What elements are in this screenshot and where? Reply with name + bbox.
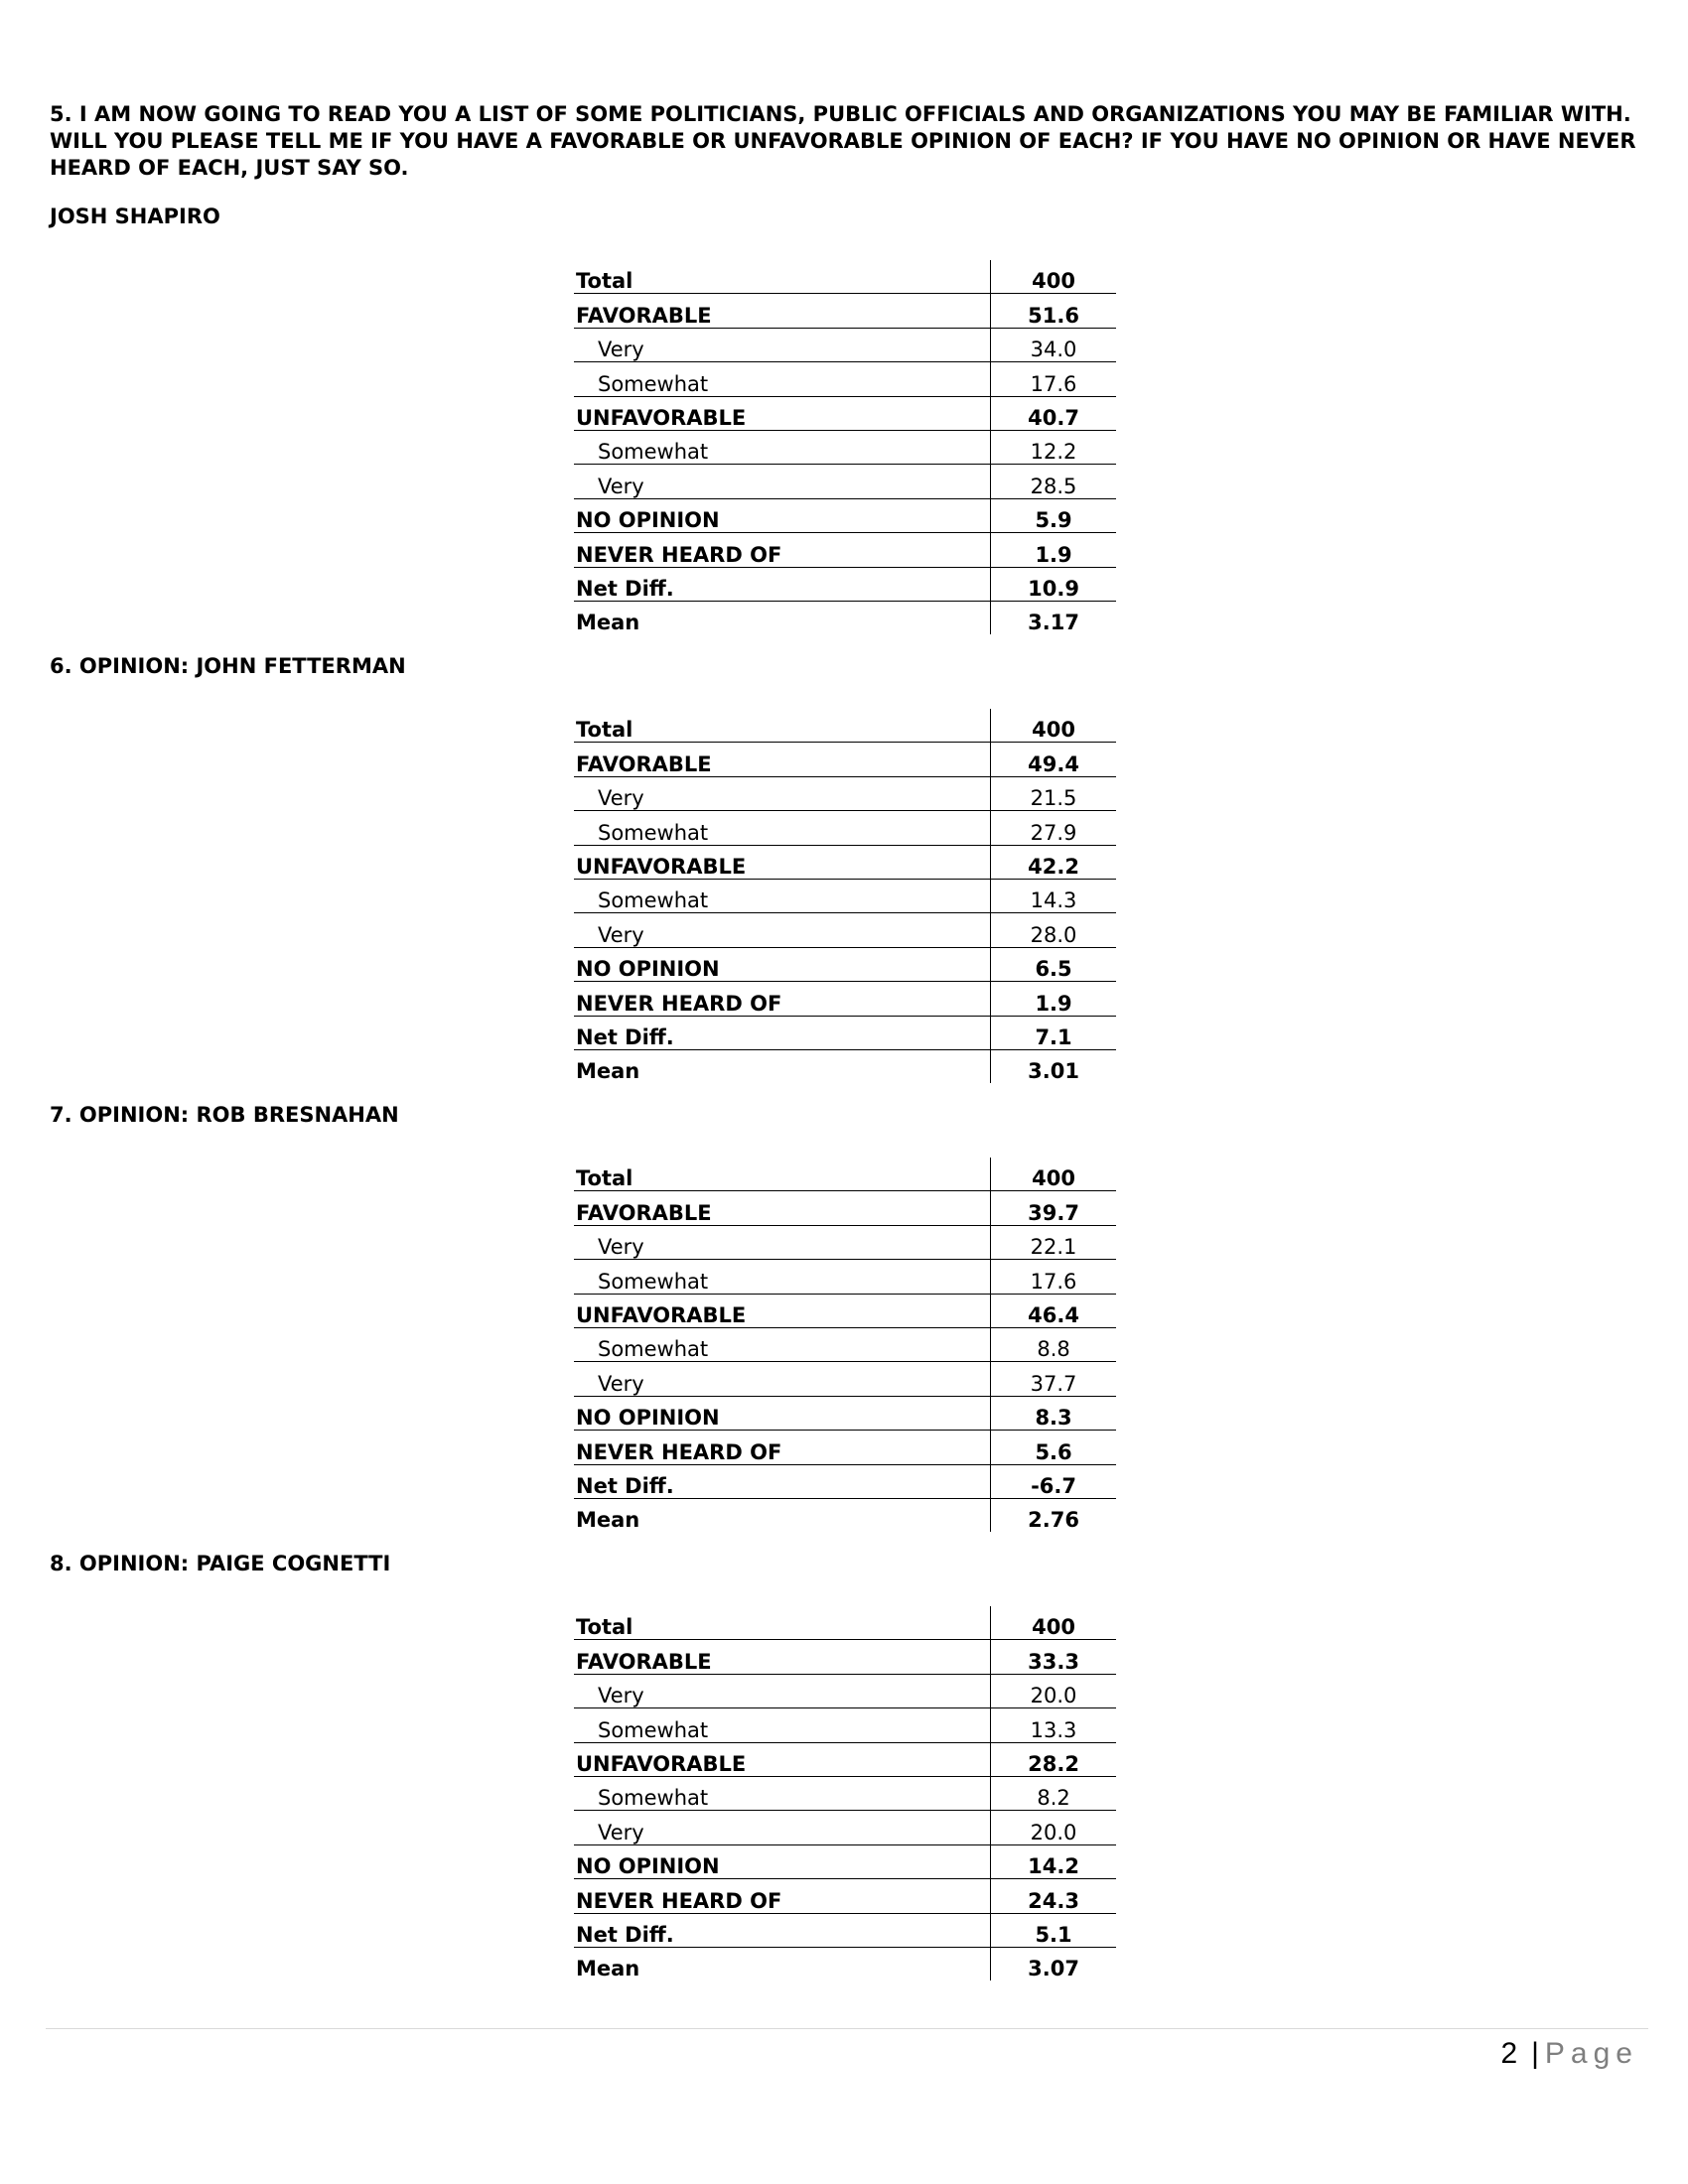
row-value: 3.01 (991, 1049, 1116, 1083)
page-footer (1500, 2037, 1638, 2071)
row-label: Very (574, 465, 991, 498)
section-title: 7. OPINION: ROB BRESNAHAN (50, 1103, 399, 1127)
row-value: 20.0 (991, 1674, 1116, 1707)
row-value: 5.1 (991, 1913, 1116, 1947)
row-value: 33.3 (991, 1640, 1116, 1674)
table-row (574, 1674, 1116, 1707)
table-row (574, 1327, 1116, 1361)
results-table (574, 1158, 1116, 1532)
table-row (574, 1498, 1116, 1532)
table-row (574, 947, 1116, 981)
row-value: 10.9 (991, 567, 1116, 601)
row-value: 3.17 (991, 601, 1116, 634)
table-row (574, 1879, 1116, 1913)
row-value: 22.1 (991, 1225, 1116, 1259)
row-value: 49.4 (991, 743, 1116, 776)
results-table (574, 1606, 1116, 1980)
row-label: Somewhat (574, 362, 991, 396)
row-label: Mean (576, 1508, 640, 1533)
row-label: Very (574, 1362, 991, 1396)
row-value: 27.9 (991, 811, 1116, 845)
row-label: Mean (576, 1957, 640, 1981)
row-value: 42.2 (991, 845, 1116, 879)
table-row (574, 1464, 1116, 1498)
row-label: UNFAVORABLE (574, 396, 991, 430)
footer-divider (46, 2028, 1648, 2029)
row-value: 400 (991, 1158, 1116, 1191)
row-value: 5.9 (991, 498, 1116, 532)
table-row (574, 601, 1116, 634)
row-label: Total (574, 1606, 991, 1640)
row-label: Somewhat (574, 879, 991, 912)
table-row (574, 1191, 1116, 1225)
table-row (574, 1049, 1116, 1083)
row-value: 6.5 (991, 947, 1116, 981)
section-title: 6. OPINION: JOHN FETTERMAN (50, 654, 406, 678)
row-value: 28.2 (991, 1742, 1116, 1776)
table-row (574, 1844, 1116, 1878)
row-label: Net Diff. (574, 1464, 991, 1498)
table-row (574, 1158, 1116, 1191)
row-value: 34.0 (991, 328, 1116, 361)
row-label: Mean (576, 1059, 640, 1084)
table-row (574, 743, 1116, 776)
row-value: 21.5 (991, 776, 1116, 810)
row-label: Somewhat (574, 811, 991, 845)
row-label: Somewhat (574, 430, 991, 464)
row-value: 1.9 (991, 982, 1116, 1016)
question-intro: 5. I AM NOW GOING TO READ YOU A LIST OF SOME POLITICIANS, PUBLIC OFFICIALS AND ORGANIZATIONS YOU MAY BE FAMILIAR WITH. WILL YOU PLEASE TELL ME IF YOU HAVE A FAVORABLE OR UNFAVORABLE OPINION OF EACH? IF YOU HAVE NO OPINION OR HAVE NEVER HEARD OF EACH, JUST SAY SO. (50, 102, 1636, 180)
row-label: NO OPINION (574, 1844, 991, 1878)
row-value: 8.3 (991, 1396, 1116, 1430)
table-row (574, 879, 1116, 912)
table-row (574, 1016, 1116, 1049)
row-label: Somewhat (574, 1776, 991, 1810)
table-row (574, 1260, 1116, 1294)
results-table (574, 260, 1116, 634)
table-row (574, 845, 1116, 879)
table-row (574, 260, 1116, 294)
row-label: FAVORABLE (574, 743, 991, 776)
row-label: Total (574, 260, 991, 294)
row-label: Very (574, 1674, 991, 1707)
table-row (574, 1811, 1116, 1844)
table-row (574, 1947, 1116, 1980)
row-value: 8.8 (991, 1327, 1116, 1361)
table-row (574, 498, 1116, 532)
row-label: Somewhat (574, 1327, 991, 1361)
table-row (574, 294, 1116, 328)
row-label: NO OPINION (574, 947, 991, 981)
table-row (574, 982, 1116, 1016)
row-label: Net Diff. (574, 1913, 991, 1947)
table-row (574, 430, 1116, 464)
row-value: 17.6 (991, 362, 1116, 396)
row-value: 7.1 (991, 1016, 1116, 1049)
row-value: 28.0 (991, 913, 1116, 947)
row-label: Somewhat (574, 1708, 991, 1742)
row-value: 1.9 (991, 533, 1116, 567)
table-row (574, 328, 1116, 361)
table-row (574, 1294, 1116, 1327)
table-row (574, 1396, 1116, 1430)
row-label: NO OPINION (574, 498, 991, 532)
page-number: 2 (1500, 2037, 1518, 2070)
table-row (574, 1742, 1116, 1776)
row-value: 8.2 (991, 1776, 1116, 1810)
row-label: NEVER HEARD OF (574, 533, 991, 567)
table-row (574, 465, 1116, 498)
table-row (574, 1640, 1116, 1674)
table-row (574, 1708, 1116, 1742)
table-row (574, 362, 1116, 396)
table-row (574, 1776, 1116, 1810)
row-value: 13.3 (991, 1708, 1116, 1742)
page-label: Page (1544, 2037, 1638, 2070)
row-label: FAVORABLE (574, 1191, 991, 1225)
row-label: Very (574, 1811, 991, 1844)
row-value: 12.2 (991, 430, 1116, 464)
row-value: 39.7 (991, 1191, 1116, 1225)
row-value: 3.07 (991, 1947, 1116, 1980)
table-row (574, 709, 1116, 743)
row-label: Very (574, 328, 991, 361)
table-row (574, 1362, 1116, 1396)
row-label: UNFAVORABLE (574, 845, 991, 879)
row-value: 46.4 (991, 1294, 1116, 1327)
results-table (574, 709, 1116, 1083)
footer-separator: | (1531, 2037, 1539, 2070)
row-value: 2.76 (991, 1498, 1116, 1532)
row-value: 17.6 (991, 1260, 1116, 1294)
row-value: 40.7 (991, 396, 1116, 430)
row-label: UNFAVORABLE (574, 1294, 991, 1327)
table-row (574, 913, 1116, 947)
row-label: NEVER HEARD OF (574, 1879, 991, 1913)
table-row (574, 533, 1116, 567)
section-title: 8. OPINION: PAIGE COGNETTI (50, 1552, 391, 1575)
row-label: UNFAVORABLE (574, 1742, 991, 1776)
row-label: Very (574, 776, 991, 810)
row-value: -6.7 (991, 1464, 1116, 1498)
row-value: 28.5 (991, 465, 1116, 498)
row-label: Very (574, 1225, 991, 1259)
row-label: Mean (576, 611, 640, 635)
row-value: 400 (991, 709, 1116, 743)
row-label: NO OPINION (574, 1396, 991, 1430)
row-label: Total (574, 1158, 991, 1191)
row-label: Net Diff. (574, 1016, 991, 1049)
row-value: 5.6 (991, 1431, 1116, 1464)
row-value: 14.2 (991, 1844, 1116, 1878)
table-row (574, 776, 1116, 810)
row-value: 400 (991, 260, 1116, 294)
table-row (574, 1913, 1116, 1947)
row-value: 51.6 (991, 294, 1116, 328)
table-row (574, 811, 1116, 845)
row-value: 400 (991, 1606, 1116, 1640)
row-value: 14.3 (991, 879, 1116, 912)
row-label: FAVORABLE (574, 294, 991, 328)
row-value: 37.7 (991, 1362, 1116, 1396)
row-label: Very (574, 913, 991, 947)
table-row (574, 396, 1116, 430)
row-label: NEVER HEARD OF (574, 982, 991, 1016)
table-row (574, 1606, 1116, 1640)
table-row (574, 567, 1116, 601)
table-row (574, 1225, 1116, 1259)
row-label: Net Diff. (574, 567, 991, 601)
row-label: FAVORABLE (574, 1640, 991, 1674)
row-value: 20.0 (991, 1811, 1116, 1844)
table-row (574, 1431, 1116, 1464)
row-label: Total (574, 709, 991, 743)
row-value: 24.3 (991, 1879, 1116, 1913)
row-label: NEVER HEARD OF (574, 1431, 991, 1464)
row-label: Somewhat (574, 1260, 991, 1294)
section-title: JOSH SHAPIRO (50, 205, 220, 228)
